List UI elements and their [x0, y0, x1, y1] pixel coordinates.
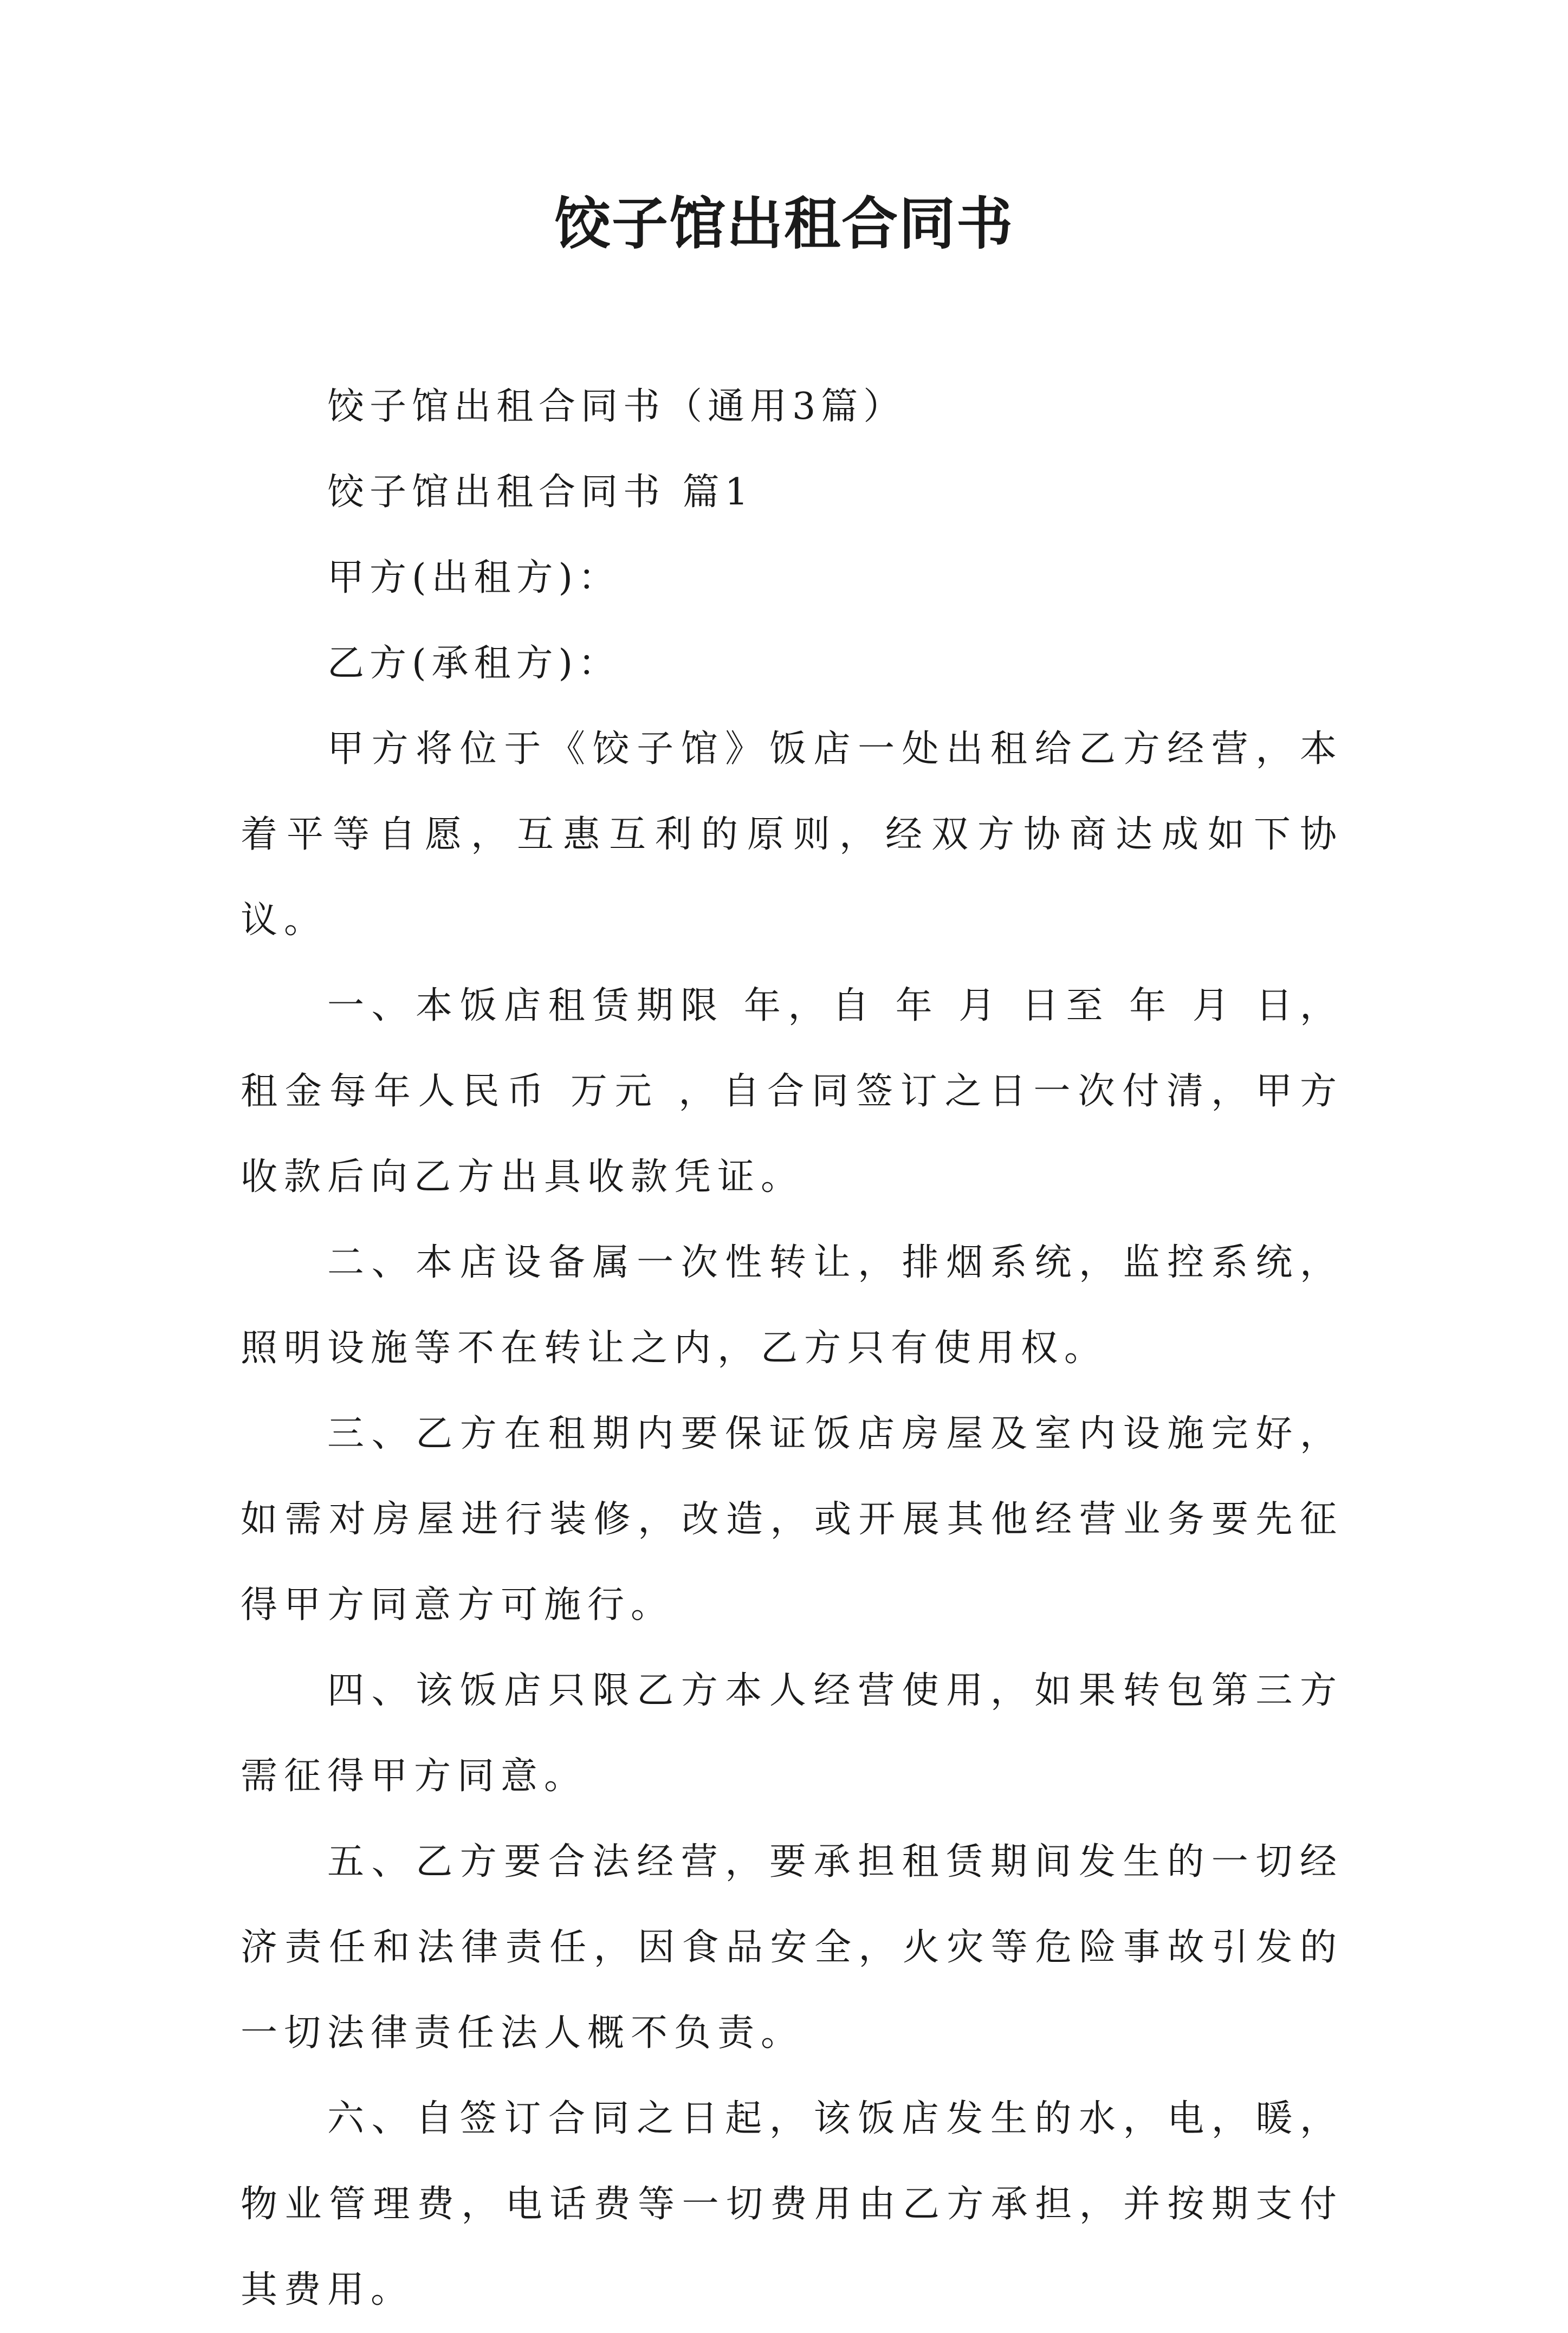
paragraph-party-a: 甲方(出租方)： [327, 556, 621, 599]
paragraph-clause-4: 四、该饭店只限乙方本人经营使用，如果转包第三方需征得甲方同意。 [241, 1669, 1343, 1798]
paragraph-clause-1: 一、本饭店租赁期限 年，自 年 月 日至 年 月 日，租金每年人民币 万元 ，自合同签订之日一次付清，甲方收款后向乙方出具收款凭证。 [241, 984, 1343, 1198]
paragraph-preamble: 甲方将位于《饺子馆》饭店一处出租给乙方经营，本着平等自愿，互惠互利的原则，经双方协商达成如下协议。 [241, 728, 1343, 942]
paragraph-party-b: 乙方(承租方)： [327, 642, 621, 685]
document-title: 饺子馆出租合同书 [554, 190, 1014, 257]
document-body [241, 364, 1343, 2333]
paragraph-clause-2: 二、本店设备属一次性转让，排烟系统，监控系统，照明设施等不在转让之内，乙方只有使用权。 [241, 1241, 1343, 1370]
paragraph-section-heading: 饺子馆出租合同书 篇1 [327, 471, 754, 514]
paragraph-clause-3: 三、乙方在租期内要保证饭店房屋及室内设施完好，如需对房屋进行装修，改造，或开展其他经营业务要先征得甲方同意方可施行。 [241, 1412, 1343, 1626]
paragraph-clause-5: 五、乙方要合法经营，要承担租赁期间发生的一切经济责任和法律责任，因食品安全，火灾等危险事故引发的一切法律责任法人概不负责。 [241, 1841, 1343, 2055]
paragraph-clause-6: 六、自签订合同之日起，该饭店发生的水，电，暖，物业管理费，电话费等一切费用由乙方承担，并按期支付其费用。 [241, 2097, 1343, 2311]
paragraph-subtitle: 饺子馆出租合同书（通用3篇） [327, 385, 906, 428]
